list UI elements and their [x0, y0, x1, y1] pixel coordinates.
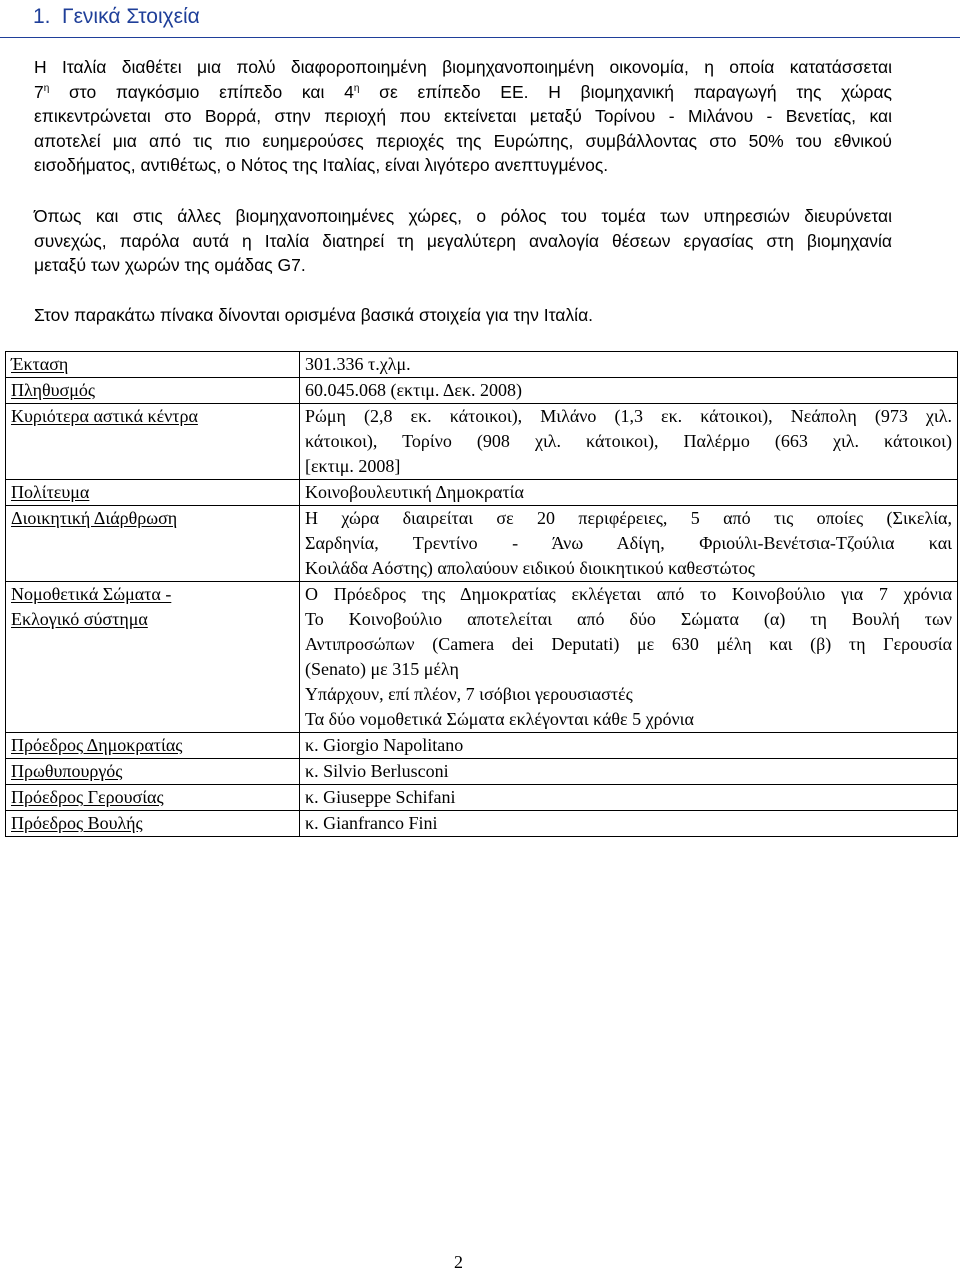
section-title: Γενικά Στοιχεία [62, 5, 200, 28]
country-facts-table [5, 351, 958, 837]
services-paragraph [34, 204, 892, 278]
value-line: κ. Gianfranco Fini [305, 813, 438, 833]
value-line: κ. Giorgio Napolitano [305, 735, 464, 755]
table-intro-paragraph [34, 303, 892, 328]
row-label: Πολίτευμα [6, 480, 300, 506]
services-line: Όπως και στις άλλες βιομηχανοποιημένες χώρες, ο ρόλος του τομέα των υπηρεσιών διευρύνεται [34, 206, 892, 226]
table-row [6, 506, 958, 582]
row-value [300, 785, 958, 811]
value-line: Η χώρα διαιρείται σε 20 περιφέρειες, 5 από τις οποίες (Σικελία, [305, 508, 952, 528]
row-value [300, 582, 958, 733]
ordinal-superscript: η [353, 82, 360, 94]
row-label: Πρόεδρος Δημοκρατίας [6, 733, 300, 759]
value-line: Ο Πρόεδρος της Δημοκρατίας εκλέγεται από το Κοινοβούλιο για 7 χρόνια [305, 584, 952, 604]
intro-line: αποτελεί μια από τις πιο ευημερούσες περιοχές της Ευρώπης, συμβάλλοντας στο 50% του εθνικού [34, 130, 892, 151]
value-line: Σαρδηνία, Τρεντίνο - Άνω Αδίγη, Φριούλι-Βενέτσια-Τζούλια και [305, 533, 952, 553]
intro-paragraph [34, 55, 892, 178]
row-value [300, 811, 958, 837]
value-line: κ. Silvio Berlusconi [305, 761, 449, 781]
intro-text-fragment: σε επίπεδο ΕΕ. Η βιομηχανική παραγωγή της χώρας [359, 81, 892, 102]
table-row [6, 582, 958, 733]
row-value [300, 378, 958, 404]
table-row [6, 811, 958, 837]
row-label: Έκταση [6, 352, 300, 378]
table-row [6, 759, 958, 785]
value-line: 60.045.068 (εκτιμ. Δεκ. 2008) [305, 380, 523, 400]
value-line: Τα δύο νομοθετικά Σώματα εκλέγονται κάθε 5 χρόνια [305, 709, 694, 729]
intro-line [34, 80, 892, 105]
row-label: Πρόεδρος Γερουσίας [6, 785, 300, 811]
row-label: Διοικητική Διάρθρωση [6, 506, 300, 582]
value-line: [εκτιμ. 2008] [305, 456, 401, 476]
table-row [6, 733, 958, 759]
services-line: συνεχώς, παρόλα αυτά η Ιταλία διατηρεί τη μεγαλύτερη αναλογία θέσεων εργασίας στη βιομηχανία [34, 230, 892, 251]
table-row [6, 378, 958, 404]
table-intro-line: Στον παρακάτω πίνακα δίνονται ορισμένα βασικά στοιχεία για την Ιταλία. [34, 305, 594, 325]
table-row [6, 404, 958, 480]
row-label: Πρωθυπουργός [6, 759, 300, 785]
value-line: Κοιλάδα Αόστης) απολαύουν ειδικού διοικητικού καθεστώτος [305, 558, 755, 578]
value-line: 301.336 τ.χλμ. [305, 354, 411, 374]
row-value [300, 352, 958, 378]
row-label: Πληθυσμός [6, 378, 300, 404]
value-line: Το Κοινοβούλιο αποτελείται από δύο Σώματα (α) τη Βουλή των [305, 609, 952, 629]
value-line: κ. Giuseppe Schifani [305, 787, 456, 807]
table-row [6, 480, 958, 506]
value-line: Ρώμη (2,8 εκ. κάτοικοι), Μιλάνο (1,3 εκ. κάτοικοι), Νεάπολη (973 χιλ. [305, 406, 952, 426]
value-line: κάτοικοι), Τορίνο (908 χιλ. κάτοικοι), Παλέρμο (663 χιλ. κάτοικοι) [305, 431, 952, 451]
table-row [6, 785, 958, 811]
intro-line: επικεντρώνεται στο Βορρά, στην περιοχή που εκτείνεται μεταξύ Τορίνου - Μιλάνου - Βενετίας, και [34, 106, 892, 127]
value-line: (Senato) με 315 μέλη [305, 659, 459, 679]
value-line: Υπάρχουν, επί πλέον, 7 ισόβιοι γερουσιαστές [305, 684, 633, 704]
page-number: 2 [454, 1252, 463, 1272]
row-label-line: Εκλογικό σύστημα [11, 609, 148, 629]
row-value [300, 480, 958, 506]
section-number: 1. [33, 5, 51, 28]
row-label-line: Νομοθετικά Σώματα - [11, 584, 172, 604]
row-label: Πρόεδρος Βουλής [6, 811, 300, 837]
value-line: Κοινοβουλευτική Δημοκρατία [305, 482, 524, 502]
rank-world: 7 [34, 81, 44, 102]
intro-line: Η Ιταλία διαθέτει μια πολύ διαφοροποιημένη βιομηχανοποιημένη οικονομία, η οποία κατατάσσεται [34, 57, 892, 77]
value-line: Αντιπροσώπων (Camera dei Deputati) με 630 μέλη και (β) τη Γερουσία [305, 634, 952, 654]
intro-line: εισοδήματος, αντιθέτως, ο Νότος της Ιταλίας, είναι λιγότερο ανεπτυγμένος. [34, 155, 609, 176]
row-label [6, 582, 300, 733]
section-heading [0, 0, 960, 40]
ordinal-superscript: η [43, 82, 50, 94]
table-row [6, 352, 958, 378]
row-value [300, 759, 958, 785]
services-line: μεταξύ των χωρών της ομάδας G7. [34, 255, 306, 276]
row-value [300, 733, 958, 759]
intro-text-fragment: στο παγκόσμιο επίπεδο και 4 [49, 81, 354, 102]
row-value [300, 506, 958, 582]
row-value [300, 404, 958, 480]
row-label: Κυριότερα αστικά κέντρα [6, 404, 300, 480]
heading-underline [0, 37, 960, 38]
